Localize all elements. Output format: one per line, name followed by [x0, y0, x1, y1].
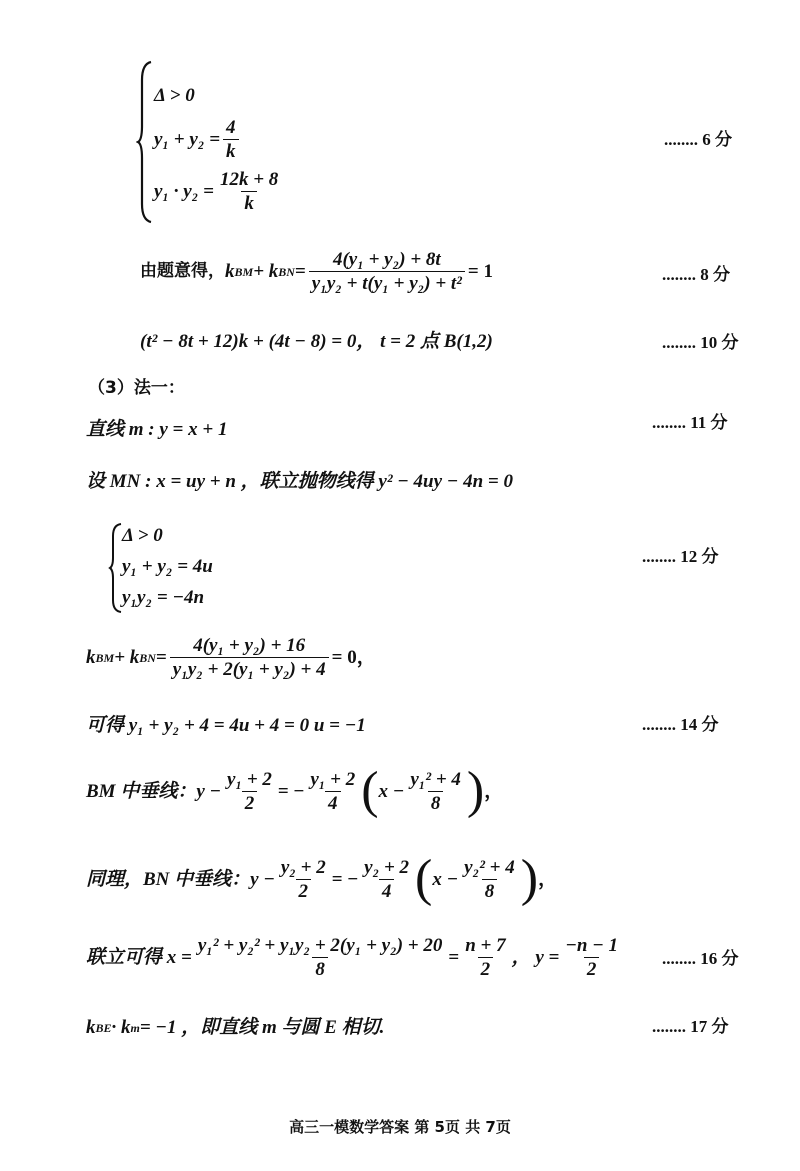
slope-sum-equation	[140, 250, 493, 293]
slope-sum-zero	[86, 636, 376, 679]
y-minus: y −	[250, 868, 275, 890]
bm-perpendicular-bisector	[86, 762, 504, 819]
denominator: 4	[325, 791, 341, 813]
plus-k: + k	[114, 647, 140, 668]
right-paren-icon: )	[520, 850, 539, 907]
subscript: BN	[278, 264, 295, 279]
denominator: y₁y₂ + t(y₁ + y₂) + t²	[309, 271, 465, 293]
left-brace-icon	[136, 60, 154, 224]
denominator: 4	[379, 879, 395, 901]
subscript: BM	[234, 264, 254, 279]
score-11: ........ 11 分	[652, 413, 728, 432]
part3-heading: （3）法一：	[88, 378, 185, 398]
score-6: ........ 6 分	[664, 130, 732, 149]
subscript: BE	[95, 1020, 112, 1035]
score-12: ........ 12 分	[642, 547, 719, 566]
numerator: y₁ + 2	[227, 768, 272, 790]
fraction	[278, 858, 329, 901]
equals: =	[294, 261, 306, 282]
equals: =	[448, 947, 460, 968]
fraction	[407, 770, 464, 813]
numerator: y₁² + 4	[410, 768, 461, 790]
score-8: ........ 8 分	[662, 265, 730, 284]
numerator: y₂ + 2	[364, 856, 410, 878]
y-part: ， y =	[511, 947, 560, 968]
product-lhs: y₁ · y₂ =	[154, 181, 214, 202]
denominator: 8	[482, 879, 498, 901]
numerator: 4(y₁ + y₂) + 8t	[332, 249, 441, 270]
intersection-equation	[86, 936, 624, 979]
sum-lhs: y₁ + y₂ =	[154, 129, 221, 150]
delta-condition-2: Δ > 0	[122, 525, 163, 546]
delta-condition: Δ > 0	[154, 85, 195, 106]
sum-roots-eq	[154, 118, 242, 161]
denominator: k	[241, 191, 257, 213]
fraction	[307, 770, 358, 813]
label: BM 中垂线：	[86, 780, 197, 802]
score-17: ........ 17 分	[652, 1017, 729, 1036]
fraction	[461, 858, 518, 901]
numerator: y₂² + 4	[464, 856, 515, 878]
k-symbol: k	[86, 1017, 96, 1038]
numerator: y₁ + 2	[310, 768, 356, 790]
u-equation: 可得 y₁ + y₂ + 4 = 4u + 4 = 0 u = −1	[86, 715, 366, 736]
rhs: = 1	[467, 261, 493, 282]
equals-negative: = −	[331, 868, 359, 890]
denominator: k	[223, 139, 239, 161]
prefix: 联立可得 x =	[86, 947, 192, 968]
tail: ，	[538, 868, 558, 890]
set-mn-line: 设 MN : x = uy + n ，联立抛物线得 y² − 4uy − 4n = 0	[86, 471, 513, 492]
sum-roots-2: y₁ + y₂ = 4u	[122, 556, 213, 577]
denominator: 8	[312, 957, 328, 979]
bn-perpendicular-bisector	[86, 850, 558, 907]
k-symbol: k	[225, 261, 235, 282]
x-minus: x −	[432, 868, 459, 890]
denominator: 2	[584, 957, 600, 979]
fraction	[170, 636, 329, 679]
equals: =	[155, 647, 167, 668]
product-roots-2: y₁y₂ = −4n	[122, 587, 205, 608]
fraction	[224, 770, 275, 813]
product-roots-eq	[154, 170, 284, 213]
denominator: 2	[478, 957, 494, 979]
label: 同理，BN 中垂线：	[86, 868, 251, 890]
left-paren-icon: (	[415, 850, 433, 907]
denominator: 2	[242, 791, 258, 813]
tangent-conclusion	[86, 1018, 384, 1037]
fraction	[223, 118, 239, 161]
numerator: n + 7	[465, 935, 506, 956]
page-footer: 高三一模数学答案 第 5页 共 7页	[289, 1118, 511, 1136]
numerator: y₂ + 2	[280, 856, 326, 878]
conclusion-text: = −1 ，即直线 m 与圆 E 相切.	[139, 1017, 385, 1038]
plus-k: + k	[253, 261, 279, 282]
prefix-text: 由题意得，	[140, 261, 225, 281]
numerator: 12k + 8	[219, 169, 279, 190]
numerator: y₁² + y₂² + y₁y₂ + 2(y₁ + y₂) + 20	[197, 935, 443, 956]
denominator: y₁y₂ + 2(y₁ + y₂) + 4	[170, 657, 329, 679]
fraction	[217, 170, 281, 213]
score-16: ........ 16 分	[662, 949, 739, 968]
subscript: BM	[95, 650, 115, 665]
x-minus: x −	[378, 780, 405, 802]
score-14: ........ 14 分	[642, 715, 719, 734]
equals-negative: = −	[277, 780, 305, 802]
fraction	[562, 936, 621, 979]
y-minus: y −	[196, 780, 222, 802]
left-paren-icon: (	[361, 762, 379, 819]
fraction	[195, 936, 446, 979]
dot-k: · k	[111, 1017, 131, 1038]
right-paren-icon: )	[466, 762, 485, 819]
subscript: BN	[139, 650, 156, 665]
t-equation: (t² − 8t + 12)k + (4t − 8) = 0， t = 2 点 B(1,2)	[140, 331, 493, 352]
subscript: m	[130, 1020, 140, 1035]
tail: ，	[484, 780, 504, 802]
rhs: = 0，	[331, 647, 376, 668]
numerator: 4(y₁ + y₂) + 16	[193, 635, 306, 656]
denominator: 2	[296, 879, 312, 901]
denominator: 8	[428, 791, 444, 813]
line-m-equation: 直线 m : y = x + 1	[86, 419, 228, 440]
fraction	[462, 936, 508, 979]
fraction	[309, 250, 465, 293]
score-10: ........ 10 分	[662, 333, 739, 352]
numerator: −n − 1	[565, 935, 618, 956]
numerator: 4	[226, 117, 236, 138]
fraction	[361, 858, 412, 901]
k-symbol: k	[86, 647, 96, 668]
